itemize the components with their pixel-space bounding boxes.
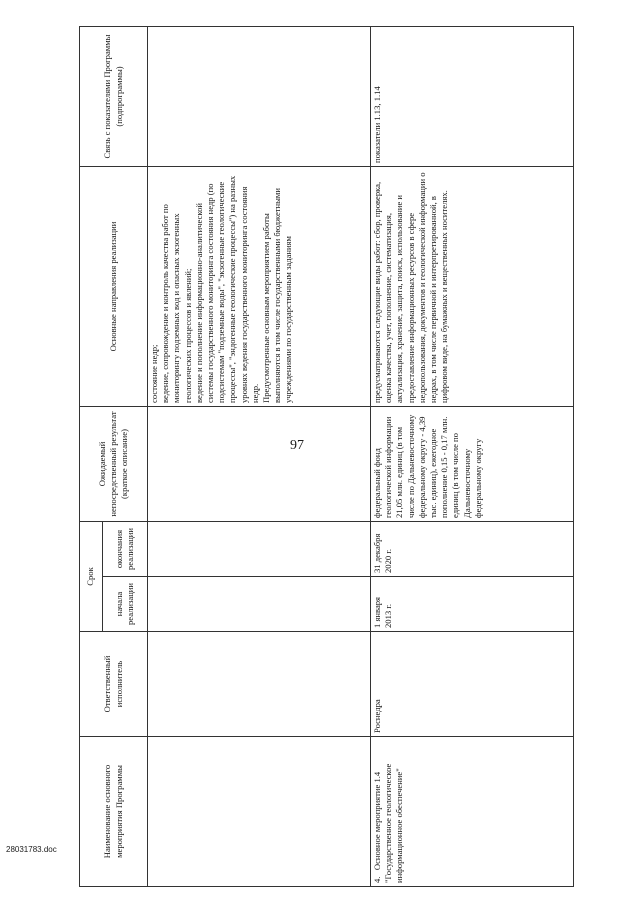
row4-executor: Роснедра (371, 632, 574, 737)
row4-end: 31 декабря 2020 г. (371, 521, 574, 576)
header-activity-name: Наименование основного мероприятия Программы (80, 737, 148, 887)
header-directions: Основные направления реализации (80, 166, 148, 406)
row4-name-cell (371, 737, 574, 887)
continuation-line: ведение, сопровождение и контроль качества работ по мониторингу подземных вод и опасных экзогенных геологических процессов и явлений; (160, 204, 193, 403)
header-expected-result: Ожидаемый непосредственный результат (краткое описание) (80, 406, 148, 521)
header-term: Срок (80, 521, 103, 631)
row4-indicators: показатели 1.13, 1.14 (371, 26, 574, 166)
header-start: начала реализации (103, 577, 148, 632)
row4-directions: предусматриваются следующие виды работ: сбор, проверка, оценка качества, учет, пополнение, систематизация, актуализация, хранение, защита, поиск, использование и предоставление информационных ресурсов в сфере недропользования, документов и геологической информации о недрах, в том числе первичной и интерпретированной, в цифровом виде, на бумажных и вещественных носителях. (371, 166, 574, 406)
row4-number: 4. (372, 876, 382, 883)
row4-start: 1 января 2013 г. (371, 577, 574, 632)
program-activities-table (79, 26, 574, 887)
header-executor: Ответственный исполнитель (80, 632, 148, 737)
header-end: окончания реализации (103, 521, 148, 576)
row4-result: федеральный фонд геологической информации 21,05 млн. единиц (в том числе по Дальневосточному федеральному округу - 4,39 тыс. единиц), ежегодное пополнение 0,15 - 0,17 млн. единиц (в том числе по Дальневосточному федеральному округу (371, 406, 574, 521)
row4-name: Основное мероприятие 1.4 "Государственное геологическое информационное обеспечение" (372, 763, 405, 883)
header-indicators: Связь с показателями Программы (подпрограммы) (80, 26, 148, 166)
continuation-line: Предусмотренные основным мероприятием работы выполняются в том числе государственными бюджетными учреждениями по государственным заданиям (261, 188, 294, 403)
continuation-directions (148, 166, 371, 406)
page-number: 97 (290, 438, 304, 453)
continuation-line: состояние недр; (149, 344, 159, 403)
continuation-line: ведение и пополнение информационно-аналитической системы государственного мониторинга состояния недр (по подсистемам "подземные воды", "экзогенные геологические процессы", "эндогенные геологические процессы") на разных уровнях ведения государственного мониторинга состояния недр. (193, 175, 260, 403)
table-row-4 (371, 26, 574, 886)
rotated-table (79, 0, 640, 887)
footer-doc-code: 28031783.doc (6, 845, 57, 854)
continuation-row (148, 26, 371, 886)
